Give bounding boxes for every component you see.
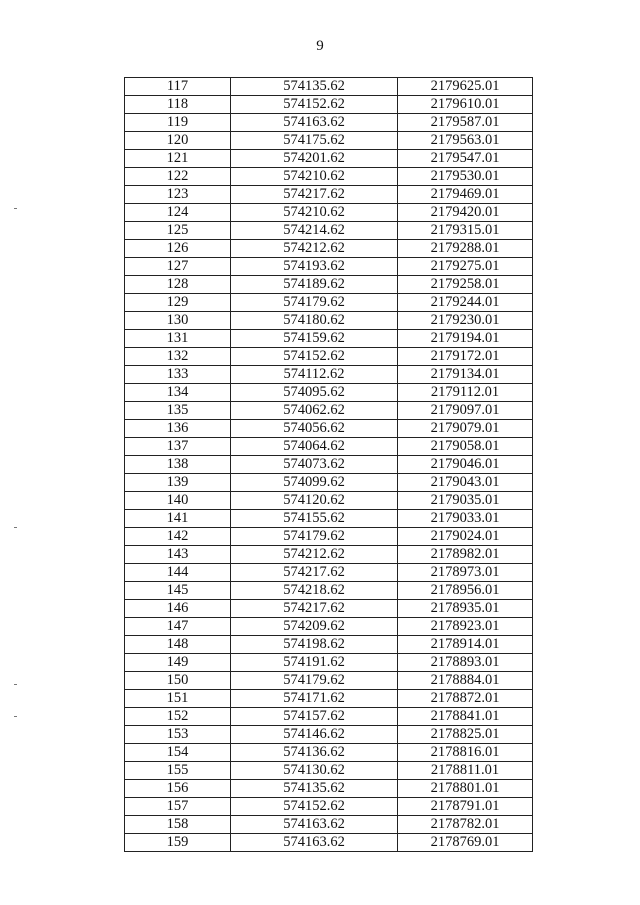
point-number-cell: 126 [125, 240, 231, 258]
y-coordinate-cell: 2178782.01 [398, 816, 533, 834]
table-row [125, 798, 533, 816]
table-row [125, 366, 533, 384]
x-coordinate-cell: 574212.62 [231, 546, 398, 564]
point-number-cell: 136 [125, 420, 231, 438]
y-coordinate-cell: 2179547.01 [398, 150, 533, 168]
point-number-cell: 151 [125, 690, 231, 708]
coordinates-table-body [125, 78, 533, 852]
y-coordinate-cell: 2178791.01 [398, 798, 533, 816]
x-coordinate-cell: 574217.62 [231, 564, 398, 582]
y-coordinate-cell: 2179244.01 [398, 294, 533, 312]
y-coordinate-cell: 2179112.01 [398, 384, 533, 402]
table-row [125, 312, 533, 330]
x-coordinate-cell: 574136.62 [231, 744, 398, 762]
y-coordinate-cell: 2178884.01 [398, 672, 533, 690]
point-number-cell: 135 [125, 402, 231, 420]
y-coordinate-cell: 2179530.01 [398, 168, 533, 186]
table-row [125, 96, 533, 114]
y-coordinate-cell: 2178816.01 [398, 744, 533, 762]
table-row [125, 582, 533, 600]
table-row [125, 186, 533, 204]
point-number-cell: 129 [125, 294, 231, 312]
y-coordinate-cell: 2179420.01 [398, 204, 533, 222]
y-coordinate-cell: 2178811.01 [398, 762, 533, 780]
y-coordinate-cell: 2179315.01 [398, 222, 533, 240]
x-coordinate-cell: 574210.62 [231, 204, 398, 222]
x-coordinate-cell: 574130.62 [231, 762, 398, 780]
x-coordinate-cell: 574152.62 [231, 798, 398, 816]
table-row [125, 276, 533, 294]
x-coordinate-cell: 574201.62 [231, 150, 398, 168]
table-row [125, 780, 533, 798]
table-row [125, 546, 533, 564]
y-coordinate-cell: 2179469.01 [398, 186, 533, 204]
point-number-cell: 118 [125, 96, 231, 114]
y-coordinate-cell: 2178923.01 [398, 618, 533, 636]
y-coordinate-cell: 2179058.01 [398, 438, 533, 456]
x-coordinate-cell: 574135.62 [231, 780, 398, 798]
y-coordinate-cell: 2178893.01 [398, 654, 533, 672]
table-row [125, 114, 533, 132]
x-coordinate-cell: 574217.62 [231, 600, 398, 618]
table-row [125, 78, 533, 96]
x-coordinate-cell: 574218.62 [231, 582, 398, 600]
table-row [125, 618, 533, 636]
point-number-cell: 133 [125, 366, 231, 384]
y-coordinate-cell: 2178801.01 [398, 780, 533, 798]
table-row [125, 420, 533, 438]
table-row [125, 744, 533, 762]
table-row [125, 348, 533, 366]
scan-speck [14, 684, 17, 685]
x-coordinate-cell: 574189.62 [231, 276, 398, 294]
point-number-cell: 154 [125, 744, 231, 762]
table-row [125, 204, 533, 222]
table-row [125, 438, 533, 456]
point-number-cell: 153 [125, 726, 231, 744]
y-coordinate-cell: 2179230.01 [398, 312, 533, 330]
point-number-cell: 123 [125, 186, 231, 204]
point-number-cell: 119 [125, 114, 231, 132]
table-row [125, 402, 533, 420]
x-coordinate-cell: 574217.62 [231, 186, 398, 204]
y-coordinate-cell: 2179079.01 [398, 420, 533, 438]
point-number-cell: 145 [125, 582, 231, 600]
x-coordinate-cell: 574193.62 [231, 258, 398, 276]
table-row [125, 150, 533, 168]
x-coordinate-cell: 574056.62 [231, 420, 398, 438]
scan-speck [14, 716, 17, 717]
point-number-cell: 143 [125, 546, 231, 564]
table-row [125, 762, 533, 780]
table-row [125, 222, 533, 240]
y-coordinate-cell: 2179024.01 [398, 528, 533, 546]
y-coordinate-cell: 2179288.01 [398, 240, 533, 258]
x-coordinate-cell: 574152.62 [231, 348, 398, 366]
x-coordinate-cell: 574159.62 [231, 330, 398, 348]
y-coordinate-cell: 2179046.01 [398, 456, 533, 474]
point-number-cell: 156 [125, 780, 231, 798]
x-coordinate-cell: 574179.62 [231, 294, 398, 312]
table-row [125, 492, 533, 510]
x-coordinate-cell: 574073.62 [231, 456, 398, 474]
table-row [125, 294, 533, 312]
y-coordinate-cell: 2179043.01 [398, 474, 533, 492]
y-coordinate-cell: 2178973.01 [398, 564, 533, 582]
y-coordinate-cell: 2179035.01 [398, 492, 533, 510]
table-row [125, 690, 533, 708]
point-number-cell: 158 [125, 816, 231, 834]
point-number-cell: 146 [125, 600, 231, 618]
point-number-cell: 142 [125, 528, 231, 546]
point-number-cell: 124 [125, 204, 231, 222]
point-number-cell: 159 [125, 834, 231, 852]
point-number-cell: 125 [125, 222, 231, 240]
x-coordinate-cell: 574175.62 [231, 132, 398, 150]
table-row [125, 240, 533, 258]
y-coordinate-cell: 2179587.01 [398, 114, 533, 132]
x-coordinate-cell: 574198.62 [231, 636, 398, 654]
point-number-cell: 155 [125, 762, 231, 780]
table-row [125, 654, 533, 672]
point-number-cell: 139 [125, 474, 231, 492]
table-row [125, 528, 533, 546]
table-row [125, 330, 533, 348]
table-row [125, 600, 533, 618]
y-coordinate-cell: 2178841.01 [398, 708, 533, 726]
table-row [125, 564, 533, 582]
y-coordinate-cell: 2178935.01 [398, 600, 533, 618]
scan-speck [14, 208, 17, 209]
point-number-cell: 147 [125, 618, 231, 636]
table-row [125, 474, 533, 492]
table-row [125, 384, 533, 402]
table-row [125, 672, 533, 690]
x-coordinate-cell: 574163.62 [231, 834, 398, 852]
point-number-cell: 149 [125, 654, 231, 672]
x-coordinate-cell: 574146.62 [231, 726, 398, 744]
table-row [125, 168, 533, 186]
table-row [125, 456, 533, 474]
point-number-cell: 120 [125, 132, 231, 150]
y-coordinate-cell: 2179033.01 [398, 510, 533, 528]
x-coordinate-cell: 574191.62 [231, 654, 398, 672]
y-coordinate-cell: 2179172.01 [398, 348, 533, 366]
point-number-cell: 134 [125, 384, 231, 402]
x-coordinate-cell: 574180.62 [231, 312, 398, 330]
y-coordinate-cell: 2178769.01 [398, 834, 533, 852]
x-coordinate-cell: 574163.62 [231, 816, 398, 834]
x-coordinate-cell: 574210.62 [231, 168, 398, 186]
x-coordinate-cell: 574163.62 [231, 114, 398, 132]
table-row [125, 636, 533, 654]
x-coordinate-cell: 574135.62 [231, 78, 398, 96]
y-coordinate-cell: 2179097.01 [398, 402, 533, 420]
x-coordinate-cell: 574099.62 [231, 474, 398, 492]
point-number-cell: 144 [125, 564, 231, 582]
point-number-cell: 132 [125, 348, 231, 366]
y-coordinate-cell: 2179194.01 [398, 330, 533, 348]
table-row [125, 708, 533, 726]
point-number-cell: 122 [125, 168, 231, 186]
y-coordinate-cell: 2179275.01 [398, 258, 533, 276]
y-coordinate-cell: 2179563.01 [398, 132, 533, 150]
point-number-cell: 138 [125, 456, 231, 474]
x-coordinate-cell: 574179.62 [231, 528, 398, 546]
x-coordinate-cell: 574157.62 [231, 708, 398, 726]
y-coordinate-cell: 2178914.01 [398, 636, 533, 654]
x-coordinate-cell: 574120.62 [231, 492, 398, 510]
x-coordinate-cell: 574155.62 [231, 510, 398, 528]
y-coordinate-cell: 2179258.01 [398, 276, 533, 294]
x-coordinate-cell: 574171.62 [231, 690, 398, 708]
point-number-cell: 148 [125, 636, 231, 654]
y-coordinate-cell: 2178982.01 [398, 546, 533, 564]
point-number-cell: 121 [125, 150, 231, 168]
point-number-cell: 150 [125, 672, 231, 690]
x-coordinate-cell: 574062.62 [231, 402, 398, 420]
point-number-cell: 137 [125, 438, 231, 456]
y-coordinate-cell: 2178872.01 [398, 690, 533, 708]
x-coordinate-cell: 574152.62 [231, 96, 398, 114]
x-coordinate-cell: 574179.62 [231, 672, 398, 690]
table-row [125, 834, 533, 852]
point-number-cell: 130 [125, 312, 231, 330]
x-coordinate-cell: 574064.62 [231, 438, 398, 456]
y-coordinate-cell: 2179625.01 [398, 78, 533, 96]
point-number-cell: 127 [125, 258, 231, 276]
x-coordinate-cell: 574095.62 [231, 384, 398, 402]
page-number: 9 [316, 38, 324, 54]
x-coordinate-cell: 574209.62 [231, 618, 398, 636]
table-row [125, 258, 533, 276]
scan-speck [14, 527, 17, 528]
y-coordinate-cell: 2178825.01 [398, 726, 533, 744]
y-coordinate-cell: 2179610.01 [398, 96, 533, 114]
x-coordinate-cell: 574214.62 [231, 222, 398, 240]
x-coordinate-cell: 574112.62 [231, 366, 398, 384]
point-number-cell: 152 [125, 708, 231, 726]
y-coordinate-cell: 2179134.01 [398, 366, 533, 384]
point-number-cell: 117 [125, 78, 231, 96]
x-coordinate-cell: 574212.62 [231, 240, 398, 258]
y-coordinate-cell: 2178956.01 [398, 582, 533, 600]
table-row [125, 132, 533, 150]
point-number-cell: 141 [125, 510, 231, 528]
table-row [125, 726, 533, 744]
point-number-cell: 131 [125, 330, 231, 348]
point-number-cell: 140 [125, 492, 231, 510]
point-number-cell: 157 [125, 798, 231, 816]
point-number-cell: 128 [125, 276, 231, 294]
table-row [125, 510, 533, 528]
coordinates-table [124, 77, 533, 852]
table-row [125, 816, 533, 834]
